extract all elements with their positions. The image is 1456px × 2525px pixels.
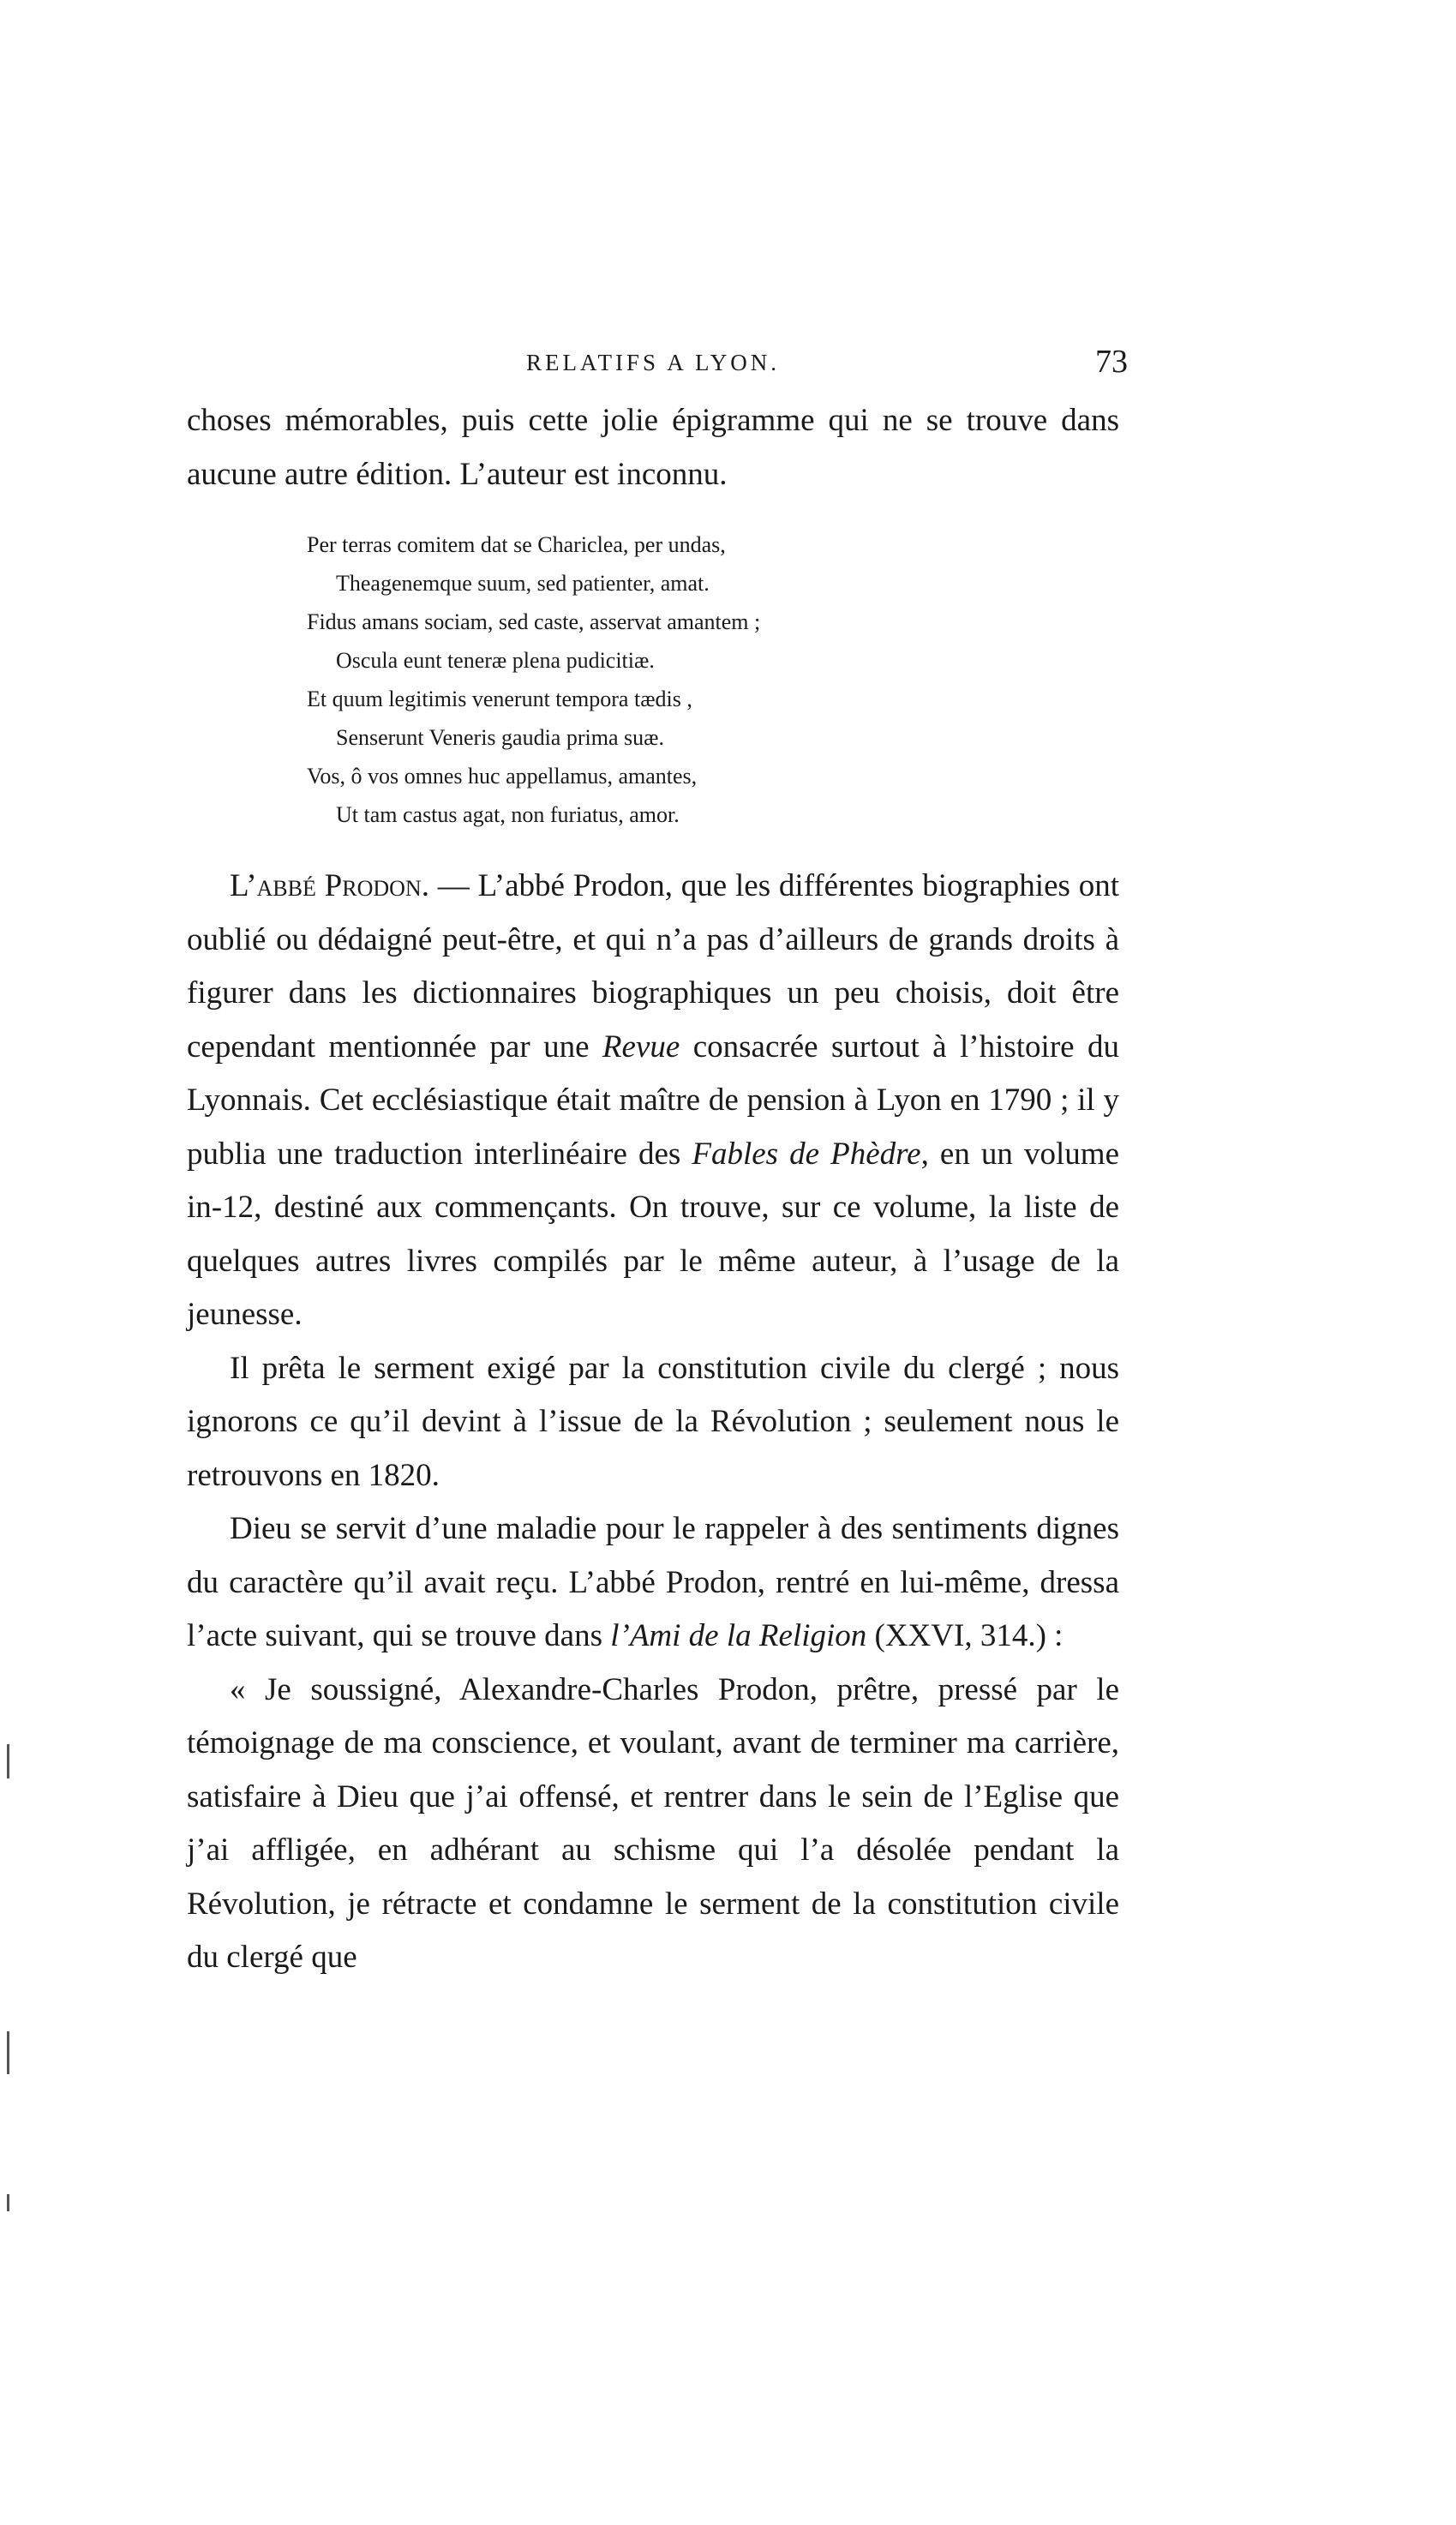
paragraph xyxy=(187,860,1119,1342)
verse-line: Fidus amans sociam, sed caste, asservat amantem ; xyxy=(307,609,761,634)
paragraph: « Je soussigné, Alexandre-Charles Prodon, prêtre, pressé par le témoignage de ma conscience, et voulant, avant de terminer ma carrière, satisfaire à Dieu que j’ai offensé, et rentrer dans le sein de l’Eglise que j’ai affligée, en adhérant au schisme qui l’a désolée pendant la Révolution, je rétracte et condamne le serment de la constitution civile du clergé que xyxy=(187,1671,1119,1975)
page-number: 73 xyxy=(1095,344,1128,380)
text-run: , en un volume in-12, destiné aux commençants. On trouve, sur ce volume, la liste de quelques autres livres compilés par le même auteur, à l’usage de la jeunesse. xyxy=(187,1136,1119,1332)
margin-mark xyxy=(7,1744,9,1778)
text-run: (XXVI, 314.) : xyxy=(866,1618,1064,1653)
verse-line: Theagenemque suum, sed patienter, amat. xyxy=(336,571,710,596)
verse-line: Et quum legitimis venerunt tempora tædis , xyxy=(307,687,692,711)
text-run: consacrée surtout à l’histoire du Lyonnais. Cet ecclésiastique était maître de pension à Lyon en 1790 ; il y publia une traduction interlinéaire des xyxy=(187,1029,1119,1172)
section-heading: L’abbé Prodon. xyxy=(230,868,429,903)
running-head xyxy=(187,343,1128,394)
italic-title: Revue xyxy=(602,1029,680,1065)
italic-title: Fables de Phèdre xyxy=(692,1136,921,1172)
verse-line: Ut tam castus agat, non furiatus, amor. xyxy=(336,802,680,827)
paragraph xyxy=(187,1502,1119,1664)
prodon-section xyxy=(187,860,1119,1985)
italic-title: l’Ami de la Religion xyxy=(610,1618,867,1653)
paragraph: Il prêta le serment exigé par la constitution civile du clergé ; nous ignorons ce qu’il devint à l’issue de la Révolution ; seulement nous le retrouvons en 1820. xyxy=(187,1350,1119,1493)
verse-line: Oscula eunt teneræ plena pudicitiæ. xyxy=(336,648,655,673)
running-title: RELATIFS A LYON. xyxy=(525,350,781,375)
verse-line: Vos, ô vos omnes huc appellamus, amantes, xyxy=(307,764,698,789)
body-text xyxy=(187,394,1119,501)
margin-mark xyxy=(7,2194,9,2211)
latin-epigram xyxy=(307,525,1119,834)
page-content xyxy=(187,343,1128,1985)
margin-mark xyxy=(7,2031,9,2074)
text-run: Dieu se servit d’une maladie pour le rappeler à des sentiments dignes du caractère qu’il avait reçu. L’abbé Prodon, rentré en lui-même, dressa l’acte suivant, qui se trouve dans xyxy=(187,1511,1119,1653)
verse-line: Per terras comitem dat se Chariclea, per undas, xyxy=(307,532,726,557)
verse-line: Senserunt Veneris gaudia prima suæ. xyxy=(336,725,664,750)
text-run: — L’abbé Prodon, que les différentes biographies ont oublié ou dédaigné peut-être, et qui n’a pas d’ailleurs de grands droits à figurer dans les dictionnaires biographiques un peu choisis, doit être cependant mentionnée par une xyxy=(187,868,1119,1065)
opening-paragraph: choses mémorables, puis cette jolie épigramme qui ne se trouve dans aucune autre édition. L’auteur est inconnu. xyxy=(187,403,1119,492)
